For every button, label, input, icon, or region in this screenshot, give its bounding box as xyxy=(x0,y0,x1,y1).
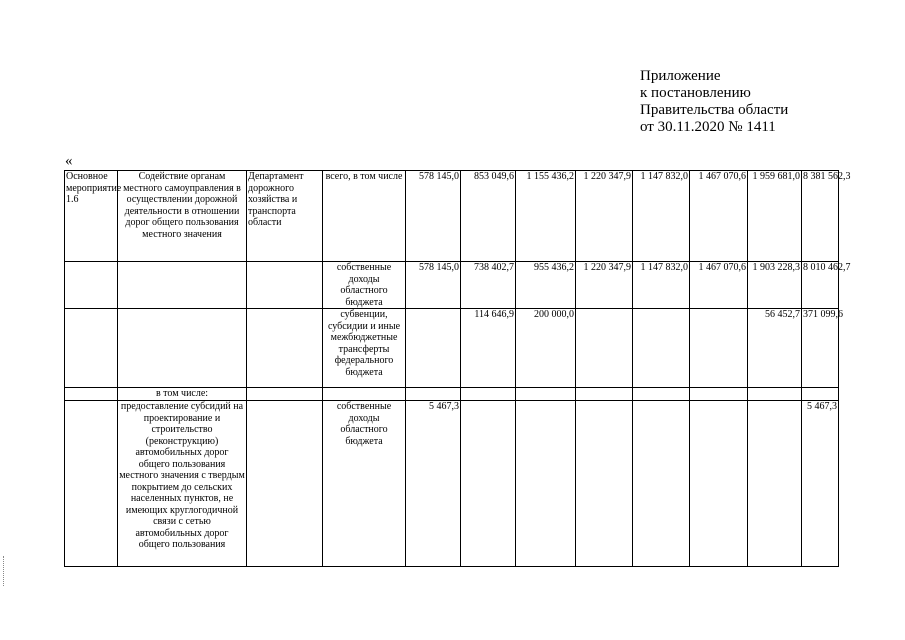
value-cell xyxy=(633,309,690,388)
funding-source: всего, в том числе xyxy=(323,171,406,262)
value-cell: 955 436,2 xyxy=(516,262,576,309)
appendix-date-number: от 30.11.2020 № 1411 xyxy=(640,119,776,135)
table-row xyxy=(65,401,839,567)
value-cell xyxy=(633,401,690,567)
total-cell: 8 010 462,7 xyxy=(802,262,839,309)
value-cell: 853 049,6 xyxy=(461,171,516,262)
value-cell: 1 467 070,6 xyxy=(690,262,748,309)
total-cell: 5 467,3 xyxy=(802,401,839,567)
value-cell xyxy=(690,309,748,388)
value-cell xyxy=(748,401,802,567)
funding-source: собственные доходы областного бюджета xyxy=(323,401,406,567)
table-row xyxy=(65,171,839,262)
value-cell: 578 145,0 xyxy=(406,262,461,309)
value-cell: 1 903 228,3 xyxy=(748,262,802,309)
activity-name: Содействие органам местного самоуправления в осуществлении дорожной деятельности в отношении дорог общего пользования местного значения xyxy=(118,171,247,262)
value-cell xyxy=(576,309,633,388)
value-cell: 56 452,7 xyxy=(748,309,802,388)
appendix-ref: к постановлению xyxy=(640,85,751,101)
funding-source: собственные доходы областного бюджета xyxy=(323,262,406,309)
funding-source: субвенции, субсидии и иные межбюджетные трансферты федерального бюджета xyxy=(323,309,406,388)
value-cell: 1 147 832,0 xyxy=(633,171,690,262)
value-cell: 578 145,0 xyxy=(406,171,461,262)
activity-code: Основное мероприятие 1.6 xyxy=(65,171,118,262)
value-cell: 1 467 070,6 xyxy=(690,171,748,262)
value-cell: 1 959 681,0 xyxy=(748,171,802,262)
value-cell: 1 147 832,0 xyxy=(633,262,690,309)
appendix-header xyxy=(640,68,788,136)
total-cell: 8 381 562,3 xyxy=(802,171,839,262)
value-cell: 1 155 436,2 xyxy=(516,171,576,262)
table-row xyxy=(65,262,839,309)
value-cell xyxy=(461,401,516,567)
budget-table xyxy=(64,170,851,567)
value-cell: 200 000,0 xyxy=(516,309,576,388)
value-cell: 738 402,7 xyxy=(461,262,516,309)
table-row xyxy=(65,388,839,401)
opening-quote: « xyxy=(65,153,73,169)
value-cell xyxy=(406,309,461,388)
appendix-authority: Правительства области xyxy=(640,102,789,118)
value-cell: 5 467,3 xyxy=(406,401,461,567)
value-cell: 114 646,9 xyxy=(461,309,516,388)
value-cell: 1 220 347,9 xyxy=(576,262,633,309)
appendix-title: Приложение xyxy=(640,68,721,84)
activity-name: предоставление субсидий на проектирование и строительство (реконструкцию) автомобильных дорог общего пользования местного значения с твердым покрытием до сельских населенных пунктов, не имеющих круглогодичной связи с сетью автомобильных дорог общего пользования xyxy=(118,401,247,567)
responsible-executor: Департамент дорожного хозяйства и транспорта области xyxy=(247,171,323,262)
total-cell: 371 099,6 xyxy=(802,309,839,388)
scan-edge-mark xyxy=(3,556,7,586)
value-cell xyxy=(576,401,633,567)
value-cell xyxy=(690,401,748,567)
table-row xyxy=(65,309,839,388)
value-cell xyxy=(516,401,576,567)
subheading-including: в том числе: xyxy=(118,388,247,401)
value-cell: 1 220 347,9 xyxy=(576,171,633,262)
